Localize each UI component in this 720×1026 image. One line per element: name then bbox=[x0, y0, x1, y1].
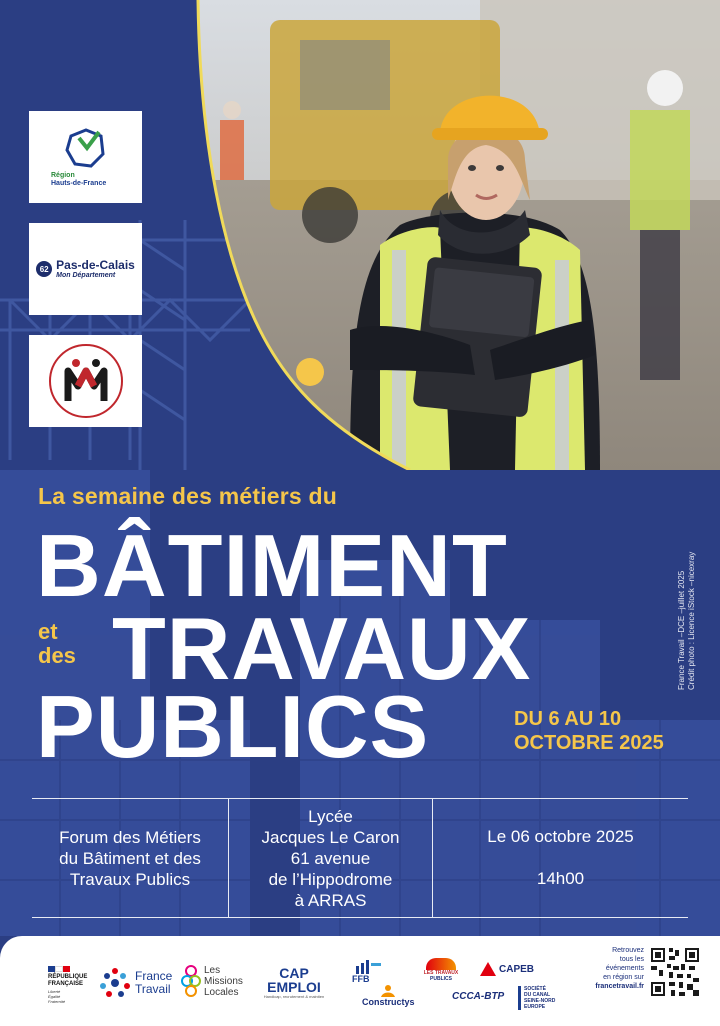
francetravail-url-link[interactable]: francetravail.fr bbox=[595, 983, 644, 990]
region-label: Région bbox=[51, 172, 75, 179]
event-place-cell bbox=[229, 798, 432, 918]
region-hauts-de-france-logo bbox=[29, 111, 142, 203]
missions-locales-logo bbox=[180, 964, 243, 998]
photo-credit bbox=[677, 552, 697, 690]
canal-line: SEINE-NORD bbox=[524, 998, 556, 1004]
tp-arc-icon bbox=[426, 958, 456, 970]
headline-publics: PUBLICS bbox=[36, 677, 430, 776]
department-name: Pas-de-Calais bbox=[56, 257, 135, 272]
ffb-label: FFB bbox=[352, 974, 370, 984]
place-line: de l’Hippodrome bbox=[268, 869, 393, 889]
retrouvez-line: en région sur bbox=[603, 974, 644, 981]
headline-batiment: BÂTIMENT bbox=[36, 516, 508, 615]
france-travail-line: Travail bbox=[135, 982, 171, 996]
cap-line: CAP bbox=[279, 965, 309, 981]
qr-code[interactable] bbox=[649, 946, 701, 998]
dates-line2: OCTOBRE 2025 bbox=[514, 732, 664, 754]
headline-des: des bbox=[38, 643, 76, 668]
place-line: Jacques Le Caron bbox=[261, 827, 400, 847]
ffb-bars-icon bbox=[354, 960, 384, 974]
capeb-arrow-icon bbox=[480, 962, 496, 976]
tp-line: PUBLICS bbox=[430, 976, 452, 982]
republique-motto: Égalité bbox=[48, 994, 61, 999]
republique-line: FRANÇAISE bbox=[48, 981, 84, 987]
canal-line: DU CANAL bbox=[524, 992, 551, 998]
constructys-figure-icon bbox=[379, 985, 397, 997]
headline-kicker: La semaine des métiers du bbox=[38, 483, 338, 509]
headline-travaux: TRAVAUX bbox=[112, 599, 532, 698]
department-sub: Mon Département bbox=[56, 271, 116, 279]
france-travail-dots-icon bbox=[98, 966, 132, 1000]
retrouvez-text bbox=[572, 946, 644, 991]
headline-et-des bbox=[38, 620, 76, 668]
event-name-line: Forum des Métiers bbox=[59, 827, 201, 847]
republique-francaise-logo bbox=[48, 966, 94, 1004]
canal-line: SOCIÉTÉ bbox=[524, 986, 546, 992]
headline-et: et bbox=[38, 619, 58, 644]
cap-emploi-sub: Handicap, recrutement & maintien bbox=[263, 994, 325, 999]
missions-line: Locales bbox=[204, 986, 239, 998]
travaux-publics-logo bbox=[420, 958, 462, 982]
place-line: Lycée bbox=[308, 806, 353, 826]
region-name: Hauts-de-France bbox=[51, 180, 107, 187]
place-line: 61 avenue bbox=[290, 848, 371, 868]
france-travail-logo bbox=[98, 966, 172, 1000]
capeb-logo bbox=[480, 962, 534, 976]
event-date: Le 06 octobre 2025 bbox=[487, 827, 634, 846]
event-datetime-cell bbox=[433, 798, 688, 918]
republique-motto: Liberté bbox=[48, 989, 61, 994]
republique-motto: Fraternité bbox=[48, 999, 66, 1004]
event-name-line: Travaux Publics bbox=[69, 869, 191, 889]
event-time: 14h00 bbox=[536, 869, 585, 888]
maison-emploi-logo bbox=[29, 335, 142, 427]
ffb-logo bbox=[340, 960, 398, 984]
canal-line: EUROPE bbox=[524, 1004, 546, 1010]
event-name-cell bbox=[32, 798, 228, 918]
dates-line1: DU 6 AU 10 bbox=[514, 708, 622, 730]
republique-line: RÉPUBLIQUE bbox=[48, 974, 88, 980]
credit-line1: France Travail –DCE –juillet 2025 bbox=[677, 570, 686, 690]
retrouvez-line: événements bbox=[605, 965, 644, 972]
capeb-label: CAPEB bbox=[499, 963, 535, 975]
missions-locales-circles-icon bbox=[180, 964, 202, 998]
retrouvez-line: Retrouvez bbox=[612, 947, 644, 954]
department-number-badge: 62 bbox=[36, 261, 52, 277]
missions-line: Les bbox=[204, 964, 221, 976]
france-travail-line: France bbox=[135, 969, 173, 983]
constructys-label: Constructys bbox=[362, 997, 415, 1007]
pas-de-calais-logo bbox=[29, 223, 142, 315]
maison-emploi-emblem-icon bbox=[46, 341, 126, 421]
canal-seine-nord-logo bbox=[518, 986, 555, 1010]
ccca-btp-logo: CCCA-BTP bbox=[452, 991, 505, 1002]
cap-emploi-logo bbox=[254, 966, 334, 1000]
credit-line2: Crédit photo : Licence iStock –nicexray bbox=[687, 551, 696, 690]
tp-line: LES TRAVAUX bbox=[423, 970, 459, 976]
region-map-icon bbox=[61, 126, 111, 170]
place-line: à ARRAS bbox=[294, 890, 367, 910]
missions-line: Missions bbox=[204, 975, 243, 987]
constructys-logo bbox=[362, 985, 415, 1007]
event-dates bbox=[514, 707, 664, 755]
event-info-table bbox=[32, 798, 688, 918]
cap-line: EMPLOI bbox=[267, 979, 321, 995]
retrouvez-line: tous les bbox=[619, 956, 644, 963]
event-name-line: du Bâtiment et des bbox=[59, 848, 201, 868]
